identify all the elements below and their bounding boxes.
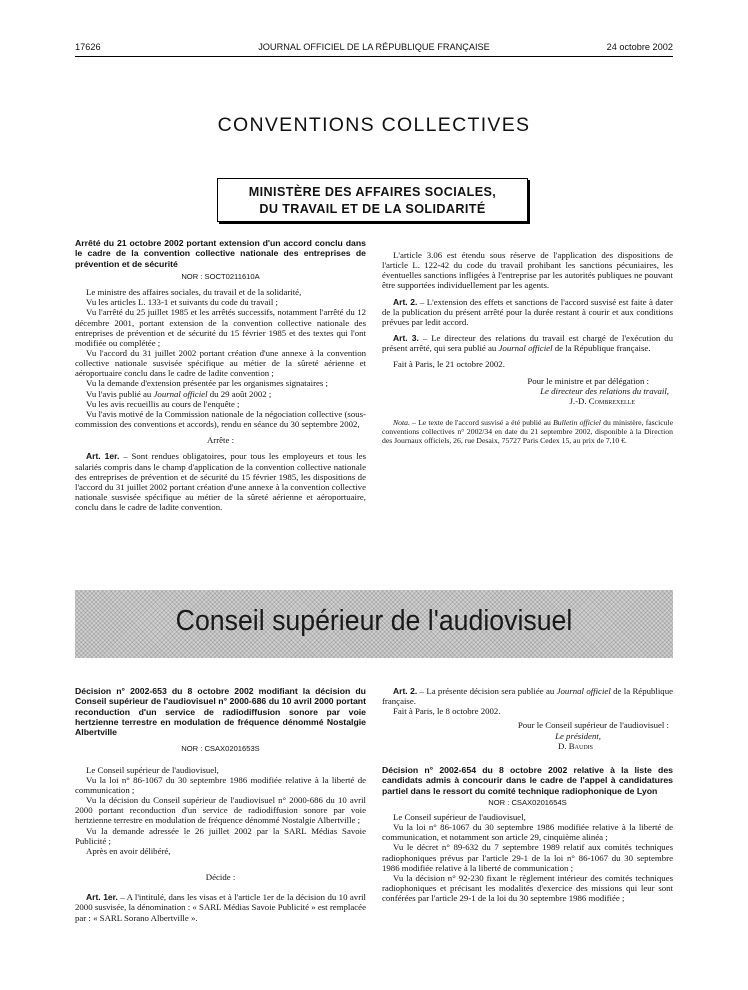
decision2-para-2: Vu la loi n° 86-1067 du 30 septembre 1986 modifiée relative à la liberté de communication, et notamment son article 29, cinquième alinéa ; [382, 822, 673, 843]
section-title: CONVENTIONS COLLECTIVES [217, 114, 531, 136]
decision1-art2-label: Art. 2. [393, 686, 418, 696]
decree-para-4: Vu l'accord du 31 juillet 2002 portant création d'une annexe à la convention collective nationale susvisée spécifique au métier de la sûreté aérienne et aéroportuaire conclu dans le cadre de ladite convention ; [75, 347, 366, 379]
decision2-para-4: Vu la décision n° 92-230 fixant le règlement intérieur des comités techniques radiophoniques et précisant les modalités d'exercice des missions qui leur sont conférées par l'article 29-1 de la loi du 30 septembre 1986 modifiée ; [382, 872, 673, 904]
csa-banner [75, 590, 673, 658]
note-bulletin: Bulletin officiel [553, 418, 601, 428]
decree-arrete: Arrête : [206, 435, 235, 446]
decree-para-3: Vu l'arrêté du 25 juillet 1985 et les arrêtés successifs, notamment l'arrêté du 12 décembre 2001, portant extension de la convention collective nationale des entreprises de prévention et de sécurité du 15 février 1985 et des textes qui l'ont modifiée ou complétée ; [75, 307, 366, 348]
ministry-line-2: DU TRAVAIL ET DE LA SOLIDARITÉ [259, 202, 486, 216]
issue-date: 24 octobre 2002 [606, 42, 673, 52]
decree-art3-text-a: – Le directeur des relations du travail est chargé de l'exécution du présent arrêté, qui sera publié au [382, 333, 673, 354]
decree-para-6 [75, 389, 366, 399]
decree-para-7: Vu les avis recueillis au cours de l'enquête ; [86, 398, 240, 409]
decree-para-5: Vu la demande d'extension présentée par les organismes signataires ; [86, 378, 329, 389]
decree-sign-2: Le directeur des relations du travail, [540, 385, 669, 396]
decree-para-6a: Vu l'avis publié au [86, 388, 152, 399]
decree-art1-text: – Sont rendues obligatoires, pour tous les employeurs et tous les salariés compris dans le champ d'application de la convention collective nationale des entreprises de prévention et de sécurité du 15 février 1985, les dispositions de l'accord du 31 juillet 2002 portant création d'une annexe à la convention collective nationale susvisée spécifique au métier de la sûreté aérienne et aéroportuaire, conclu dans le cadre de ladite convention. [75, 451, 367, 513]
running-header [75, 42, 673, 57]
decree-title: Arrêté du 21 octobre 2002 portant extension d'un accord conclu dans le cadre de la convention collective nationale des entreprises de prévention et de sécurité [75, 238, 366, 269]
decision1-sign-2: Le président, [555, 730, 601, 741]
decision1-decide: Décide : [205, 872, 236, 883]
decision1-nor: NOR : CSAX0201653S [181, 744, 260, 754]
journal-officiel-ref: Journal officiel [153, 388, 208, 399]
ministry-box [217, 178, 528, 222]
decree-para-6b: du 29 août 2002 ; [209, 388, 272, 399]
decree-art2-label: Art. 2. [393, 296, 418, 307]
note-text-a: – Le texte de l'accord susvisé a été publié au [412, 418, 551, 428]
page-number: 17626 [75, 42, 101, 52]
note-text-b: du ministère, fascicule conventions collectives n° 2002/34 en date du 21 septembre 2002, disponible à la Direction des Journaux officiels, 26, rue Desaix, 75727 Paris Cedex 15, au prix de 7,10 €. [382, 418, 674, 446]
decision1-sign-3: D. Baudis [558, 740, 593, 751]
decision1-title: Décision n° 2002-653 du 8 octobre 2002 modifiant la décision du Conseil supérieur de l'audiovisuel n° 2000-686 du 10 avril 2000 portant reconduction d'un service de radiodiffusion sonore par voie hertzienne terrestre en modulation de fréquence dénommé Nostalgie Albertville [75, 686, 366, 738]
decree-note [382, 418, 673, 445]
decree-para-8: Vu l'avis motivé de la Commission nationale de la négociation collective (sous-commission des conventions et accords), rendu en séance du 30 septembre 2002, [75, 408, 366, 430]
decision1-column [75, 686, 366, 923]
decree-art3-text-b: de la République française. [554, 343, 651, 354]
decision1-para-2: Vu la loi n° 86-1067 du 30 septembre 1986 modifiée relative à la liberté de communication ; [75, 774, 366, 795]
decree-column-left [75, 238, 366, 512]
decision1-para-5: Après en avoir délibéré, [86, 845, 171, 856]
decision2-para-1: Le Conseil supérieur de l'audiovisuel, [393, 811, 526, 822]
decision1-art1-text: – A l'intitulé, dans les visas et à l'article 1er de la décision du 10 avril 2000 susvisée, la dénomination : « SARL Médias Savoie Publicité » est remplacée par : « SARL Sorano Albertville ». [75, 892, 367, 923]
journal-title: JOURNAL OFFICIEL DE LA RÉPUBLIQUE FRANÇAISE [258, 42, 490, 52]
decision1-sign-1: Pour le Conseil supérieur de l'audiovisuel : [517, 720, 669, 731]
decree-nor: NOR : SOCT0211610A [181, 271, 260, 281]
decision1-done: Fait à Paris, le 8 octobre 2002. [393, 706, 501, 717]
decision1-art2-text-b: de la République française. [382, 686, 673, 707]
decree-art2-text: – L'extension des effets et sanctions de l'accord susvisé est faite à dater de la publication du présent arrêté pour la durée restant à courir et aux conditions prévues par ledit accord. [382, 296, 673, 327]
decree-column-right [382, 250, 673, 445]
csa-banner-title: Conseil supérieur de l'audiovisuel [175, 605, 573, 637]
decree-done: Fait à Paris, le 21 octobre 2002. [393, 359, 505, 370]
decision2-nor: NOR : CSAX0201654S [488, 797, 567, 807]
decision1-art2-text-a: – La présente décision sera publiée au [419, 686, 555, 696]
decision1-para-1: Le Conseil supérieur de l'audiovisuel, [86, 764, 219, 775]
decree-sign-3: J.-D. Combrexelle [569, 395, 635, 406]
decision1-para-4: Vu la demande adressée le 26 juillet 2002 par la SARL Médias Savoie Publicité ; [75, 825, 366, 846]
decision1-art2-jo: Journal officiel [556, 686, 611, 696]
decree-art3-jo: Journal officiel [498, 343, 553, 354]
decree-art3-label: Art. 3. [393, 333, 419, 344]
note-label: Nota. [393, 418, 410, 428]
decision2-title: Décision n° 2002-654 du 8 octobre 2002 relative à la liste des candidats admis à concourir dans le cadre de l'appel à candidatures partiel dans le ressort du comité technique radiophonique de Lyon [382, 764, 673, 796]
ministry-line-1: MINISTÈRE DES AFFAIRES SOCIALES, [248, 185, 497, 199]
decree-para-2: Vu les articles L. 133-1 et suivants du code du travail ; [86, 297, 278, 308]
decision2-column [382, 686, 673, 903]
decree-art1-continued: L'article 3.06 est étendu sous réserve de l'application des dispositions de l'article L. 122-42 du code du travail prohibant les sanctions pécuniaires, les éventuelles sanctions infligées à l'entreprise par les autorités publiques ne pouvant être supportées individuellement par les agents. [382, 250, 673, 291]
decree-art1-label: Art. 1er. [86, 451, 120, 462]
decision2-para-3: Vu le décret n° 89-632 du 7 septembre 1989 relatif aux comités techniques radiophoniques prévus par l'article 29-1 de la loi n° 86-1067 du 30 septembre 1986 modifiée relative à la liberté de communication ; [382, 842, 673, 873]
decree-sign-1: Pour le ministre et par délégation : [527, 375, 649, 386]
decision1-para-3: Vu la décision du Conseil supérieur de l'audiovisuel n° 2000-686 du 10 avril 2000 portant reconduction d'un service de radiodiffusion sonore par voie hertzienne terrestre en modulation de fréquence dénommé Nostalgie Albertville ; [75, 795, 366, 826]
decree-para-1: Le ministre des affaires sociales, du travail et de la solidarité, [86, 287, 302, 298]
decision1-art1-label: Art. 1er. [86, 892, 118, 903]
